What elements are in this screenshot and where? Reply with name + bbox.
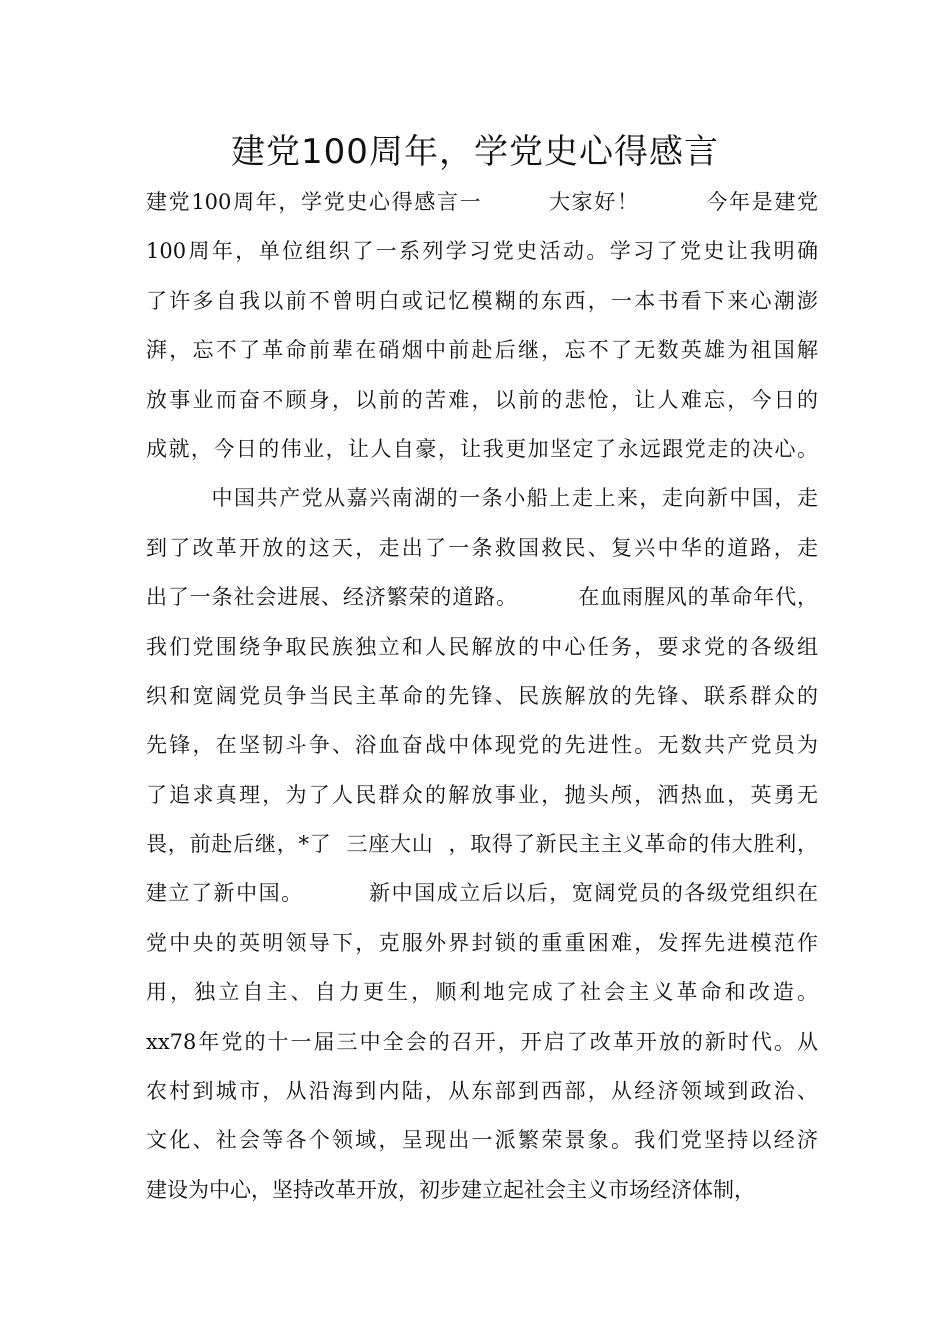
body-line: 出了一条社会进展、经济繁荣的道路。 在血雨腥风的革命年代， (146, 585, 818, 610)
document-title: 建党100周年，学党史心得感言 (231, 132, 719, 172)
body-line: 了许多自我以前不曾明白或记忆模糊的东西，一本书看下来心潮澎 (146, 288, 818, 313)
body-line: 农村到城市，从沿海到内陆，从东部到西部，从经济领域到政治、 (146, 1079, 818, 1104)
body-line: 我们党围绕争取民族独立和人民解放的中心任务，要求党的各级组 (146, 634, 818, 659)
document-body (146, 178, 818, 1215)
body-line: 放事业而奋不顾身，以前的苦难，以前的悲怆，让人难忘，今日的 (146, 387, 818, 412)
body-line: 先锋，在坚韧斗争、浴血奋战中体现党的先进性。无数共产党员为 (146, 733, 818, 758)
body-line: 了追求真理，为了人民群众的解放事业，抛头颅，洒热血，英勇无 (146, 782, 818, 807)
body-line: 100周年，单位组织了一系列学习党史活动。学习了党史让我明确 (146, 239, 818, 264)
body-line: 湃，忘不了革命前辈在硝烟中前赴后继，忘不了无数英雄为祖国解 (146, 338, 818, 363)
body-line: 建设为中心，坚持改革开放，初步建立起社会主义市场经济体制， (146, 1177, 755, 1202)
body-line: xx78年党的十一届三中全会的召开，开启了改革开放的新时代。从 (146, 1029, 818, 1054)
body-line: 文化、社会等各个领域，呈现出一派繁荣景象。我们党坚持以经济 (146, 1128, 818, 1153)
body-line: 建立了新中国。 新中国成立后以后，宽阔党员的各级党组织在 (146, 881, 818, 906)
body-line: 党中央的英明领导下，克服外界封锁的重重困难，发挥先进模范作 (146, 930, 818, 955)
body-line: 织和宽阔党员争当民主革命的先锋、民族解放的先锋、联系群众的 (146, 683, 818, 708)
body-line: 畏，前赴后继，*了 三座大山 ，取得了新民主主义革命的伟大胜利， (146, 832, 818, 857)
body-line: 中国共产党从嘉兴南湖的一条小船上走上来，走向新中国，走 (146, 486, 818, 511)
body-line: 用，独立自主、自力更生，顺利地完成了社会主义革命和改造。 (146, 980, 818, 1005)
body-line: 成就，今日的伟业，让人自豪，让我更加坚定了永远跟党走的决心。 (146, 436, 818, 461)
body-line: 到了改革开放的这天，走出了一条救国救民、复兴中华的道路，走 (146, 535, 818, 560)
body-line: 建党100周年，学党史心得感言一 大家好！ 今年是建党 (146, 190, 818, 214)
